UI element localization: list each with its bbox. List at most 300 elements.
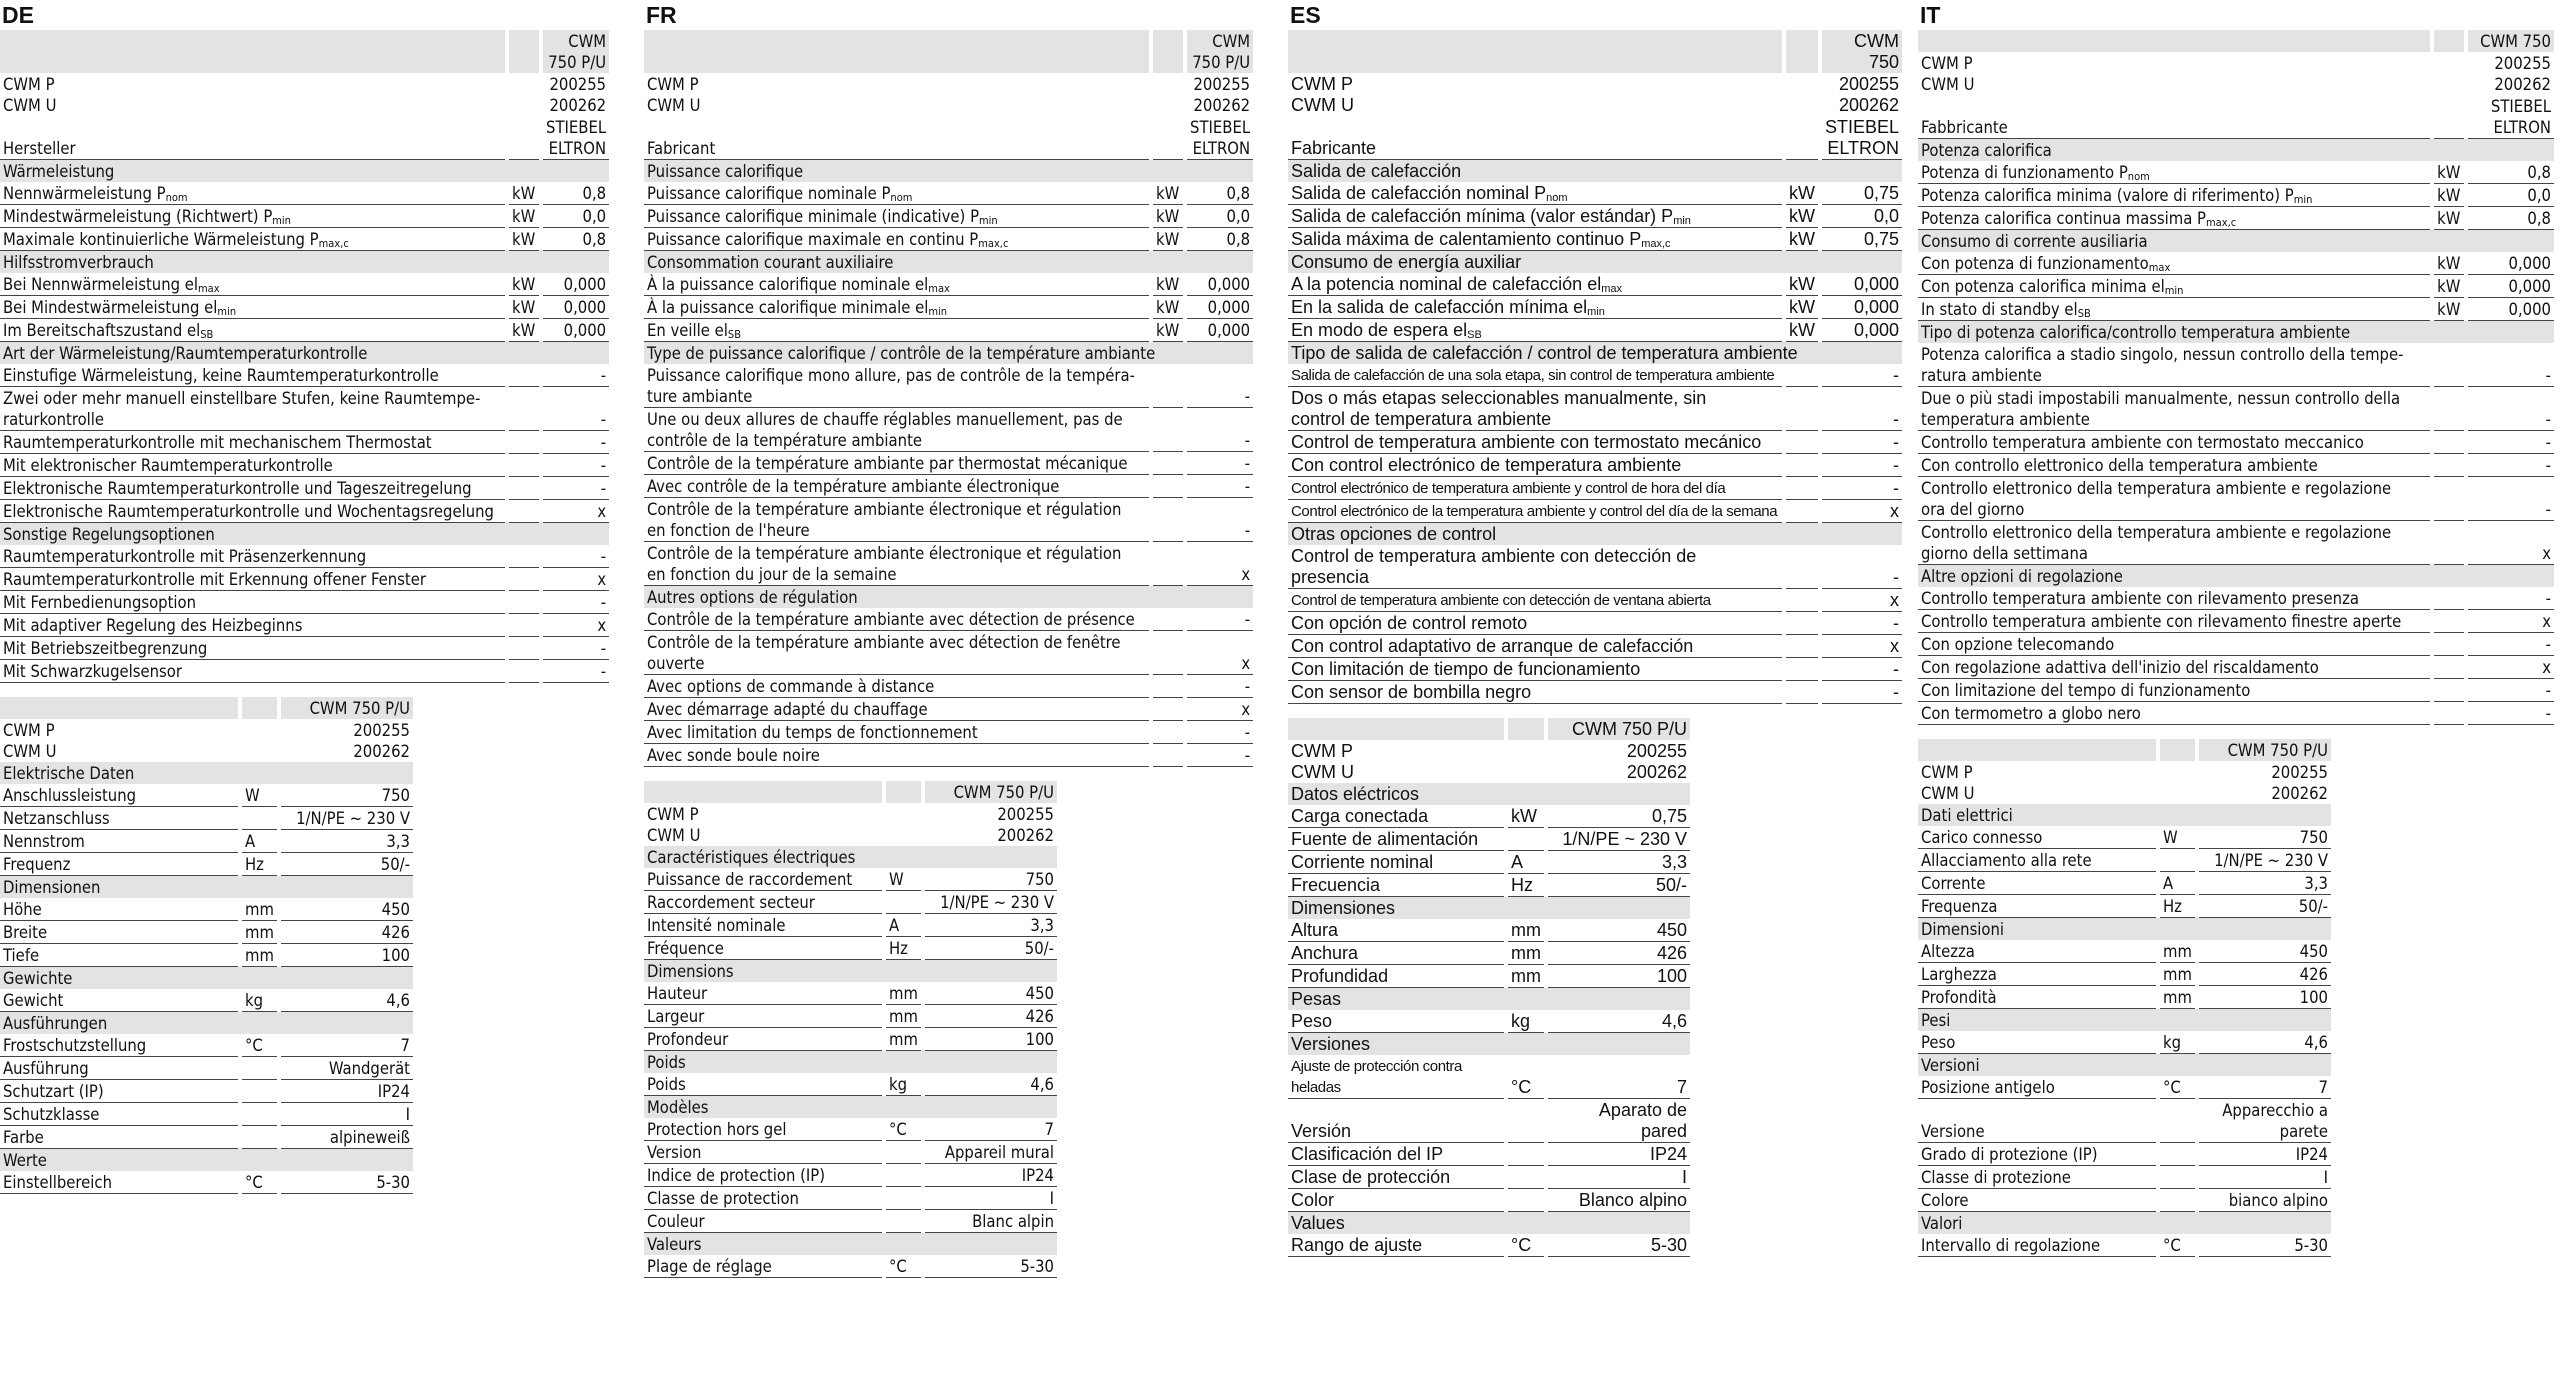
row-unit: kg [1508,1010,1544,1033]
section-label: Otras opciones de control [1288,523,1902,545]
table-row [644,1005,1057,1028]
section-header-row [644,342,1253,364]
table-row [644,319,1253,342]
row-unit [1786,545,1818,589]
row-label: Avec options de commande à distance [644,675,1149,698]
section-label: Art der Wärmeleistung/Raumtemperaturkontrolle [0,342,609,364]
table-row [0,1126,413,1149]
row-unit [509,568,539,591]
table-row [644,1164,1057,1187]
model-name: CWM 750 P/U [543,30,609,73]
row-label [1288,718,1504,740]
row-value: 50/- [2199,895,2331,918]
table-row [0,477,609,500]
language-heading: DE [2,2,34,28]
section-label: Pesas [1288,988,1690,1010]
table-row [1288,851,1690,874]
table-row [0,364,609,387]
row-unit [242,1126,277,1149]
row-value: 3,3 [925,914,1057,937]
row-unit [1786,454,1818,477]
table-row [644,182,1253,205]
section-header-row [644,160,1253,182]
row-unit: kW [509,182,539,205]
model-name: CWM 750 [1822,30,1902,73]
table-row [644,205,1253,228]
table-row [1918,1189,2331,1212]
row-label: Salida de calefacción de una sola etapa, sin control de temperatura ambiente [1288,364,1782,387]
row-value: 5-30 [2199,1234,2331,1257]
row-unit: Hz [886,937,921,960]
row-value: x [543,500,609,523]
row-value: STIEBEL ELTRON [1187,116,1253,160]
row-label: In stato di standby $el_{SB}$ [1918,298,2430,321]
row-value: - [1187,498,1253,542]
table-row [644,364,1253,408]
row-label: CWM P CWM U [3,75,57,115]
row-value: IP24 [2199,1143,2331,1166]
row-label: Con potenza calorifica minima $el_{min}$ [1918,275,2430,298]
row-label: Mit Schwarzkugelsensor [0,660,505,683]
row-unit [2160,1166,2195,1189]
row-value: 3,3 [281,830,413,853]
table-row [644,73,1253,116]
row-unit [1508,740,1544,783]
row-label: Control de temperatura ambiente con termostato mecánico [1288,431,1782,454]
row-label: Gewicht [0,989,238,1012]
row-unit [1508,1189,1544,1212]
model-header-row [644,30,1253,73]
row-label: Larghezza [1918,963,2156,986]
row-value: 200255 200262 [997,805,1054,845]
row-unit: kW [2434,252,2464,275]
section-header-row [0,967,413,989]
language-heading: ES [1290,2,1321,28]
section-label: Poids [644,1051,1057,1073]
row-value: - [543,454,609,477]
row-unit: kW [1786,228,1818,251]
row-label: Bei Nennwärmeleistung $el_{max}$ [0,273,505,296]
row-value: - [1822,454,1902,477]
section-label: Gewichte [0,967,413,989]
section-label: Altre opzioni di regolazione [1918,565,2554,587]
row-unit: mm [2160,986,2195,1009]
row-unit [2434,387,2464,431]
row-label: Profondeur [644,1028,882,1051]
table-row [1288,500,1902,523]
row-value: 750 [2199,826,2331,849]
table-row [1288,658,1902,681]
row-unit: Hz [2160,895,2195,918]
row-label: Potenza calorifica a stadio singolo, nessun controllo della tempe- ratura ambiente [1918,343,2430,387]
table-row [1288,828,1690,851]
table-row [644,803,1057,846]
row-label: Control electrónico de la temperatura ambiente y control del día de la semana [1288,500,1782,523]
row-label [1918,739,2156,761]
row-unit [2434,431,2464,454]
table-row [0,296,609,319]
section-label: Type de puissance calorifique / contrôle de la température ambiante [644,342,1253,364]
row-unit: kW [1153,296,1183,319]
section-header-row [1918,1212,2331,1234]
row-value: - [2468,633,2554,656]
row-unit [2434,477,2464,521]
table-row [0,228,609,251]
row-label: Posizione antigelo [1918,1076,2156,1099]
section-header-row [1918,1054,2331,1076]
row-label: Netzanschluss [0,807,238,830]
row-label: Une ou deux allures de chauffe réglables manuellement, pas de contrôle de la température ambiante [644,408,1149,452]
table-row [644,1210,1057,1233]
row-unit [2160,849,2195,872]
section-header-row [1918,804,2331,826]
table-row [1288,874,1690,897]
row-value: - [1187,721,1253,744]
section-label: Hilfsstromverbrauch [0,251,609,273]
row-label: Salida de calefacción mínima (valor estándar) $P_{min}$ [1288,205,1782,228]
section-header-row [0,523,609,545]
row-label: Version [644,1141,882,1164]
table-row [1288,740,1690,783]
table-row [1288,454,1902,477]
row-unit [2160,761,2195,804]
table-row [0,1171,413,1194]
row-unit: A [242,830,277,853]
row-label: Corriente nominal [1288,851,1504,874]
table-row [1918,298,2554,321]
row-value: - [1187,364,1253,408]
row-label: Im Bereitschaftszustand $el_{SB}$ [0,319,505,342]
row-unit [2434,454,2464,477]
row-label: Schutzart (IP) [0,1080,238,1103]
row-value: - [1822,681,1902,704]
table-row [1918,275,2554,298]
row-unit: A [1508,851,1544,874]
row-label [1288,30,1782,73]
row-value: Apparecchio a parete [2199,1099,2331,1143]
row-unit: kW [1153,273,1183,296]
row-label: Potenza calorifica continua massima $P_{max,c}$ [1918,207,2430,230]
row-unit [2434,52,2464,95]
section-header-row [1918,139,2554,161]
row-value: bianco alpino [2199,1189,2331,1212]
row-label: Versión [1288,1099,1504,1143]
row-value: STIEBEL ELTRON [543,116,609,160]
row-label: Anchura [1288,942,1504,965]
row-label: Fabricante [1288,116,1782,160]
row-label: Frostschutzstellung [0,1034,238,1057]
table-row [0,273,609,296]
row-unit: °C [886,1255,921,1278]
row-value: STIEBEL ELTRON [1822,116,1902,160]
row-label: Mit adaptiver Regelung des Heizbeginns [0,614,505,637]
row-value: - [1822,387,1902,431]
row-unit [1508,1099,1544,1143]
row-unit [2160,1099,2195,1143]
table-row [1918,633,2554,656]
table-row [0,73,609,116]
row-value: 4,6 [281,989,413,1012]
table-row [1288,612,1902,635]
row-unit: kW [1786,319,1818,342]
row-unit: Hz [242,853,277,876]
row-unit: kW [509,273,539,296]
table-row [1918,95,2554,139]
row-label: Zwei oder mehr manuell einstellbare Stufen, keine Raumtempe- raturkontrolle [0,387,505,431]
row-value: 0,000 [2468,298,2554,321]
table-row [0,807,413,830]
row-value: alpineweiß [281,1126,413,1149]
row-value: 200255 200262 [1626,741,1687,782]
row-label: Nennwärmeleistung $P_{nom}$ [0,182,505,205]
energy-label-table [640,30,1257,767]
row-unit [1508,828,1544,851]
row-value: - [1187,475,1253,498]
row-value: 50/- [1548,874,1690,897]
row-label: CWM P CWM U [1921,54,1975,94]
table-row [0,387,609,431]
row-value: STIEBEL ELTRON [2468,95,2554,139]
row-value: I [925,1187,1057,1210]
row-unit: kg [242,989,277,1012]
row-value: - [1822,477,1902,500]
row-value: - [543,545,609,568]
row-label: Con sensor de bombilla negro [1288,681,1782,704]
row-unit [1153,744,1183,767]
row-unit [242,697,277,719]
row-unit: mm [1508,919,1544,942]
row-value: - [2468,343,2554,387]
row-unit [2434,95,2464,139]
row-unit: A [2160,872,2195,895]
row-unit [509,116,539,160]
row-label [644,30,1149,73]
row-value: 50/- [925,937,1057,960]
row-label: CWM P CWM U [3,721,57,761]
row-label: Intensité nominale [644,914,882,937]
row-label: CWM P CWM U [1291,741,1354,782]
row-unit [2160,1143,2195,1166]
row-label: Versione [1918,1099,2156,1143]
row-unit: kW [2434,275,2464,298]
row-value: x [1822,635,1902,658]
table-row [1288,296,1902,319]
energy-label-table [0,30,613,683]
row-unit [1786,681,1818,704]
row-value: - [1822,612,1902,635]
row-unit [1786,387,1818,431]
row-label: CWM P CWM U [647,75,701,115]
table-row [644,1255,1057,1278]
row-label: Hersteller [0,116,505,160]
section-label: Wärmeleistung [0,160,609,182]
row-label: Puissance calorifique mono allure, pas de contrôle de la tempéra- ture ambiante [644,364,1149,408]
row-label: Puissance de raccordement [644,868,882,891]
row-value: IP24 [281,1080,413,1103]
row-value: x [1187,698,1253,721]
row-unit [2434,587,2464,610]
row-value: 1/N/PE ~ 230 V [925,891,1057,914]
table-row [1288,545,1902,589]
row-unit: kW [509,296,539,319]
row-value: - [2468,477,2554,521]
section-header-row [1918,918,2331,940]
row-label: Plage de réglage [644,1255,882,1278]
row-value: 750 [925,868,1057,891]
row-value: 0,000 [1822,296,1902,319]
row-label: Schutzklasse [0,1103,238,1126]
row-unit [1786,612,1818,635]
row-label: Tiefe [0,944,238,967]
table-row [1918,343,2554,387]
row-label: Puissance calorifique minimale (indicative) $P_{min}$ [644,205,1149,228]
row-unit [1153,608,1183,631]
row-label: Anschlussleistung [0,784,238,807]
row-unit: W [242,784,277,807]
section-header-row [1918,1009,2331,1031]
row-label: Mit elektronischer Raumtemperaturkontrolle [0,454,505,477]
row-value: 200255 200262 [1193,75,1251,115]
row-value: 7 [925,1118,1057,1141]
section-header-row [1918,230,2554,252]
row-unit [242,719,277,762]
row-value: 0,000 [543,319,609,342]
model-header-row [1918,739,2331,761]
table-row [1918,1143,2331,1166]
row-value: 5-30 [925,1255,1057,1278]
row-value: IP24 [1548,1143,1690,1166]
row-label: Rango de ajuste [1288,1234,1504,1257]
row-value: 3,3 [2199,872,2331,895]
row-value: x [1187,631,1253,675]
row-label: Raumtemperaturkontrolle mit Präsenzerkennung [0,545,505,568]
row-unit [1153,631,1183,675]
row-label: Contrôle de la température ambiante avec détection de fenêtre ouverte [644,631,1149,675]
row-unit [886,1187,921,1210]
row-unit [886,1164,921,1187]
table-row [1918,849,2331,872]
table-row [1918,252,2554,275]
row-unit [1786,477,1818,500]
row-unit [2434,30,2464,52]
row-label: Contrôle de la température ambiante électronique et régulation en fonction du jour de la semaine [644,542,1149,586]
table-row [1288,431,1902,454]
row-label: Poids [644,1073,882,1096]
table-row [644,1141,1057,1164]
row-value: - [2468,454,2554,477]
model-name: CWM 750 P/U [281,697,413,719]
table-row [1918,587,2554,610]
row-label: Con regolazione adattiva dell'inizio del riscaldamento [1918,656,2430,679]
row-unit [509,30,539,73]
section-header-row [1288,251,1902,273]
model-name: CWM 750 P/U [1548,718,1690,740]
table-row [1918,986,2331,1009]
row-label: Avec sonde boule noire [644,744,1149,767]
table-row [1288,589,1902,612]
row-unit: kW [1786,182,1818,205]
row-value: 426 [925,1005,1057,1028]
row-unit: °C [1508,1055,1544,1099]
model-header-row [644,781,1057,803]
row-unit [2434,521,2464,565]
row-value: 1/N/PE ~ 230 V [1548,828,1690,851]
row-value: 1/N/PE ~ 230 V [281,807,413,830]
row-value: 4,6 [2199,1031,2331,1054]
row-unit [886,781,921,803]
row-unit: W [886,868,921,891]
row-value: 0,000 [2468,252,2554,275]
row-value: 5-30 [1548,1234,1690,1257]
table-row [1288,635,1902,658]
row-value: - [543,431,609,454]
section-label: Dimensionen [0,876,413,898]
row-unit [1153,675,1183,698]
row-label: Ausführung [0,1057,238,1080]
row-value: 0,000 [543,273,609,296]
row-unit [509,387,539,431]
section-label: Valeurs [644,1233,1057,1255]
section-label: Pesi [1918,1009,2331,1031]
row-label: Clasificación del IP [1288,1143,1504,1166]
row-unit [1786,431,1818,454]
row-value: 0,0 [543,205,609,228]
row-unit: kg [886,1073,921,1096]
row-unit: kW [2434,161,2464,184]
row-value: 200255 200262 [2271,763,2328,803]
row-value: x [1822,589,1902,612]
model-header-row [1288,718,1690,740]
table-row [1288,919,1690,942]
row-value: I [2199,1166,2331,1189]
section-label: Tipo di potenza calorifica/controllo temperatura ambiente [1918,321,2554,343]
table-row [1288,1234,1690,1257]
row-unit [1153,698,1183,721]
row-value: x [2468,610,2554,633]
table-row [1288,273,1902,296]
table-row [1288,1099,1690,1143]
row-label [644,781,882,803]
section-header-row [0,342,609,364]
section-header-row [644,586,1253,608]
section-label: Values [1288,1212,1690,1234]
row-value: 0,0 [1187,205,1253,228]
section-header-row [1288,1033,1690,1055]
section-header-row [644,1051,1057,1073]
table-row [1288,73,1902,116]
row-label: Fabbricante [1918,95,2430,139]
row-unit [1786,589,1818,612]
section-label: Ausführungen [0,1012,413,1034]
row-value: 100 [281,944,413,967]
row-value: - [2468,702,2554,725]
section-header-row [0,1149,413,1171]
table-row [1918,826,2331,849]
section-label: Dati elettrici [1918,804,2331,826]
row-unit [242,1057,277,1080]
row-value: - [543,387,609,431]
section-label: Consommation courant auxiliaire [644,251,1253,273]
row-unit [509,637,539,660]
table-row [1918,1076,2331,1099]
row-unit: mm [1508,942,1544,965]
row-unit [1153,542,1183,586]
row-label: Controllo temperatura ambiente con rilevamento presenza [1918,587,2430,610]
row-unit: mm [886,982,921,1005]
table-row [1918,207,2554,230]
row-value: 0,000 [1187,296,1253,319]
row-value: 0,8 [1187,182,1253,205]
